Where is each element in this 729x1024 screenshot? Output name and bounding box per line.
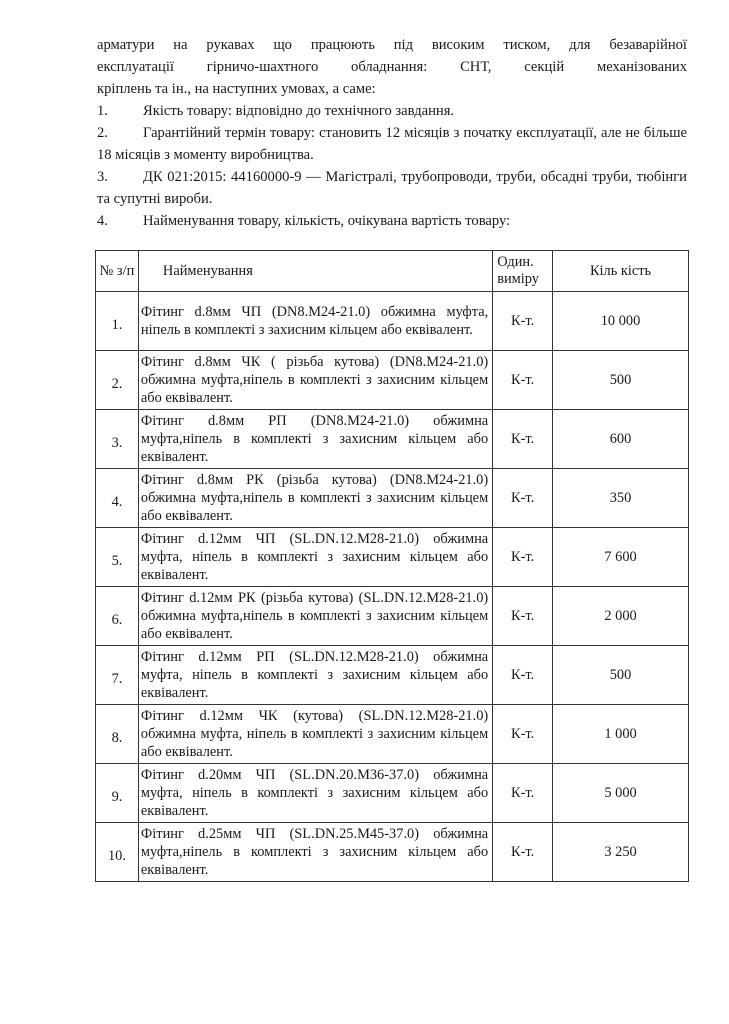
row-number: 2. (96, 351, 139, 410)
row-unit: К-т. (493, 587, 553, 646)
row-quantity: 600 (553, 410, 689, 469)
row-number: 3. (96, 410, 139, 469)
row-name: Фітинг d.8мм РК (різьба кутова) (DN8.M24-21.0) обжимна муфта,ніпель в комплекті з захисним кільцем або еквівалент. (138, 469, 492, 528)
row-number: 5. (96, 528, 139, 587)
table-row (96, 587, 689, 646)
row-unit: К-т. (493, 528, 553, 587)
row-quantity: 350 (553, 469, 689, 528)
table-row (96, 646, 689, 705)
table-row (96, 351, 689, 410)
condition-number: 2. (97, 125, 108, 141)
condition-number: 3. (97, 169, 108, 185)
row-unit: К-т. (493, 705, 553, 764)
row-name: Фітинг d.12мм РП (SL.DN.12.M28-21.0) обжимна муфта, ніпель в комплекті з захисним кільцем або еквівалент. (138, 646, 492, 705)
condition-item-2 (97, 122, 687, 166)
intro-text (97, 34, 687, 232)
row-unit: К-т. (493, 351, 553, 410)
row-quantity: 5 000 (553, 764, 689, 823)
intro-line-2: експлуатації гірничо-шахтного обладнання: СНТ, секцій механізованих (97, 59, 687, 75)
goods-table (95, 250, 689, 882)
header-quantity: Кіль кість (553, 251, 689, 292)
header-number: № з/п (96, 251, 139, 292)
row-number: 9. (96, 764, 139, 823)
condition-text: Гарантійний термін товару: становить 12 місяців з початку експлуатації, але не більше 18 місяців з моменту виробництва. (97, 125, 687, 163)
intro-line-1: арматури на рукавах що працюють під високим тиском, для безаварійної (97, 37, 687, 53)
condition-text: ДК 021:2015: 44160000-9 — Магістралі, трубопроводи, труби, обсадні труби, тюбінги та супутні вироби. (97, 169, 687, 207)
row-unit: К-т. (493, 292, 553, 351)
row-quantity: 3 250 (553, 823, 689, 882)
row-number: 7. (96, 646, 139, 705)
condition-item-3 (97, 166, 687, 210)
row-unit: К-т. (493, 764, 553, 823)
header-name: Найменування (138, 251, 492, 292)
table-row (96, 292, 689, 351)
row-quantity: 10 000 (553, 292, 689, 351)
condition-text: Якість товару: відповідно до технічного завдання. (143, 103, 455, 119)
row-name: Фітинг d.20мм ЧП (SL.DN.20.M36-37.0) обжимна муфта, ніпель в комплекті з захисним кільцем або еквівалент. (138, 764, 492, 823)
row-unit: К-т. (493, 410, 553, 469)
condition-item-4 (97, 210, 687, 232)
row-name: Фітинг d.8мм ЧП (DN8.M24-21.0) обжимна муфта, ніпель в комплекті з захисним кільцем або еквівалент. (138, 292, 492, 351)
row-name: Фітинг d.12мм ЧП (SL.DN.12.M28-21.0) обжимна муфта, ніпель в комплекті з захисним кільцем або еквівалент. (138, 528, 492, 587)
row-quantity: 1 000 (553, 705, 689, 764)
row-quantity: 500 (553, 351, 689, 410)
header-unit: Один. виміру (493, 251, 553, 292)
row-number: 4. (96, 469, 139, 528)
row-number: 6. (96, 587, 139, 646)
row-name: Фітинг d.25мм ЧП (SL.DN.25.M45-37.0) обжимна муфта,ніпель в комплекті з захисним кільцем або еквівалент. (138, 823, 492, 882)
row-number: 10. (96, 823, 139, 882)
condition-text: Найменування товару, кількість, очікувана вартість товару: (143, 213, 511, 229)
row-name: Фітинг d.8мм РП (DN8.M24-21.0) обжимна муфта,ніпель в комплекті з захисним кільцем або еквівалент. (138, 410, 492, 469)
table-row (96, 764, 689, 823)
row-number: 1. (96, 292, 139, 351)
row-unit: К-т. (493, 469, 553, 528)
row-unit: К-т. (493, 646, 553, 705)
row-quantity: 7 600 (553, 528, 689, 587)
row-name: Фітинг d.8мм ЧК ( різьба кутова) (DN8.M24-21.0) обжимна муфта,ніпель в комплекті з захисним кільцем або еквівалент. (138, 351, 492, 410)
row-quantity: 500 (553, 646, 689, 705)
condition-number: 4. (97, 213, 108, 229)
table-row (96, 469, 689, 528)
row-quantity: 2 000 (553, 587, 689, 646)
row-name: Фітинг d.12мм РК (різьба кутова) (SL.DN.12.M28-21.0) обжимна муфта,ніпель в комплекті з захисним кільцем або еквівалент. (138, 587, 492, 646)
row-unit: К-т. (493, 823, 553, 882)
table-row (96, 823, 689, 882)
table-row (96, 528, 689, 587)
table-row (96, 410, 689, 469)
table-header-row (96, 251, 689, 292)
table-row (96, 705, 689, 764)
row-number: 8. (96, 705, 139, 764)
row-name: Фітинг d.12мм ЧК (кутова) (SL.DN.12.M28-21.0) обжимна муфта, ніпель в комплекті з захисним кільцем або еквівалент. (138, 705, 492, 764)
condition-number: 1. (97, 103, 108, 119)
intro-line-3: кріплень та ін., на наступних умовах, а саме: (97, 81, 376, 97)
condition-item-1 (97, 100, 687, 122)
